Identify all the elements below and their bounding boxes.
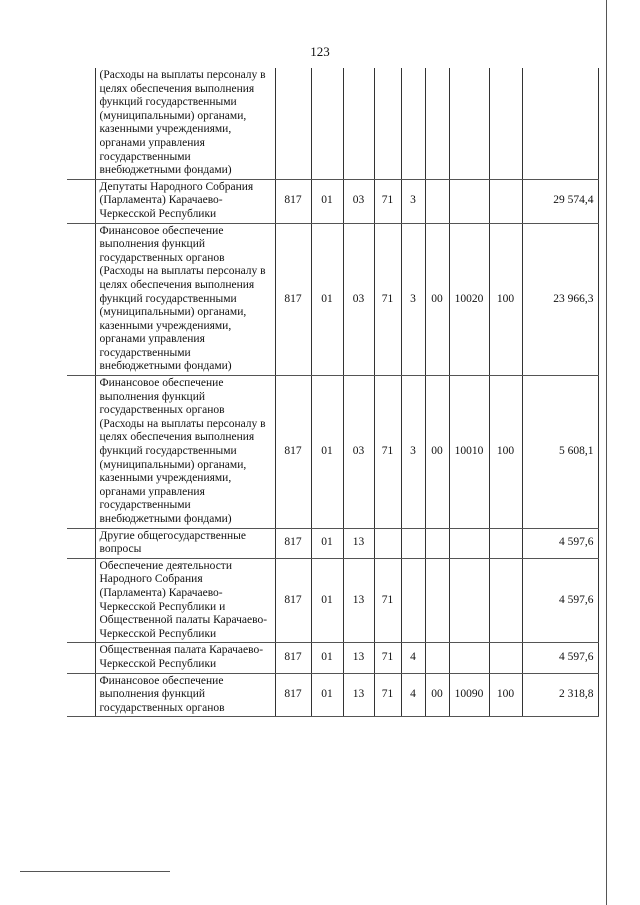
expense-code-cell: 10010	[449, 376, 489, 529]
program-cell: 71	[374, 643, 401, 673]
program-cell: 71	[374, 558, 401, 643]
expense-type-cell	[489, 558, 522, 643]
row-marker-cell	[67, 558, 95, 643]
expense-type-cell	[489, 528, 522, 558]
amount-cell: 2 318,8	[522, 673, 598, 717]
subprogram-cell: 4	[401, 643, 425, 673]
amount-cell	[522, 68, 598, 179]
ministry-cell: 817	[275, 558, 311, 643]
expense-type-cell: 100	[489, 223, 522, 376]
table-row	[67, 223, 598, 376]
expense-type-cell: 100	[489, 376, 522, 529]
direction-cell	[425, 68, 449, 179]
section-cell: 01	[311, 528, 343, 558]
expense-type-cell	[489, 68, 522, 179]
row-marker-cell	[67, 643, 95, 673]
section-cell: 01	[311, 673, 343, 717]
table-row	[67, 179, 598, 223]
item-name-cell: (Расходы на выплаты персоналу в целях обеспечения выполнения функций государственными (муниципальными) органами, казенными учреждениями, органами управления государственными внебюджетными фондами)	[95, 68, 275, 179]
subprogram-cell	[401, 558, 425, 643]
ministry-cell: 817	[275, 179, 311, 223]
table-body	[67, 68, 598, 717]
program-cell	[374, 528, 401, 558]
ministry-cell	[275, 68, 311, 179]
section-cell: 01	[311, 376, 343, 529]
ministry-cell: 817	[275, 376, 311, 529]
amount-cell: 4 597,6	[522, 528, 598, 558]
expense-code-cell	[449, 528, 489, 558]
page-number: 123	[310, 44, 330, 59]
expense-code-cell: 10090	[449, 673, 489, 717]
subsection-cell: 03	[343, 376, 374, 529]
expense-type-cell	[489, 179, 522, 223]
subprogram-cell	[401, 528, 425, 558]
row-marker-cell	[67, 68, 95, 179]
ministry-cell: 817	[275, 643, 311, 673]
direction-cell: 00	[425, 673, 449, 717]
item-name-cell: Обеспечение деятельности Народного Собрания (Парламента) Карачаево-Черкесской Республики и Общественной палаты Карачаево-Черкесской Республики	[95, 558, 275, 643]
program-cell	[374, 68, 401, 179]
row-marker-cell	[67, 376, 95, 529]
subprogram-cell: 3	[401, 223, 425, 376]
expense-code-cell: 10020	[449, 223, 489, 376]
subsection-cell: 13	[343, 673, 374, 717]
row-marker-cell	[67, 223, 95, 376]
expense-code-cell	[449, 558, 489, 643]
item-name-cell: Финансовое обеспечение выполнения функций государственных органов (Расходы на выплаты персоналу в целях обеспечения выполнения функций государственными (муниципальными) органами, казенными учреждениями, органами управления государственными внебюджетными фондами)	[95, 376, 275, 529]
row-marker-cell	[67, 673, 95, 717]
item-name-cell: Общественная палата Карачаево-Черкесской Республики	[95, 643, 275, 673]
expense-code-cell	[449, 643, 489, 673]
table-row	[67, 528, 598, 558]
amount-cell: 5 608,1	[522, 376, 598, 529]
direction-cell	[425, 179, 449, 223]
subsection-cell	[343, 68, 374, 179]
program-cell: 71	[374, 376, 401, 529]
amount-cell: 4 597,6	[522, 643, 598, 673]
subsection-cell: 13	[343, 528, 374, 558]
section-cell	[311, 68, 343, 179]
subprogram-cell	[401, 68, 425, 179]
direction-cell	[425, 558, 449, 643]
program-cell: 71	[374, 673, 401, 717]
subprogram-cell: 3	[401, 376, 425, 529]
ministry-cell: 817	[275, 528, 311, 558]
item-name-cell: Депутаты Народного Собрания (Парламента) Карачаево-Черкесской Республики	[95, 179, 275, 223]
table-row	[67, 376, 598, 529]
direction-cell	[425, 528, 449, 558]
table-row	[67, 558, 598, 643]
item-name-cell: Финансовое обеспечение выполнения функций государственных органов	[95, 673, 275, 717]
expense-type-cell	[489, 643, 522, 673]
direction-cell	[425, 643, 449, 673]
table-row	[67, 673, 598, 717]
subsection-cell: 03	[343, 223, 374, 376]
subsection-cell: 13	[343, 558, 374, 643]
section-cell: 01	[311, 558, 343, 643]
table-row	[67, 643, 598, 673]
program-cell: 71	[374, 223, 401, 376]
section-cell: 01	[311, 643, 343, 673]
page-edge-line	[606, 0, 607, 905]
subsection-cell: 13	[343, 643, 374, 673]
direction-cell: 00	[425, 376, 449, 529]
direction-cell: 00	[425, 223, 449, 376]
ministry-cell: 817	[275, 223, 311, 376]
budget-table	[67, 68, 599, 717]
expense-code-cell	[449, 68, 489, 179]
expense-type-cell: 100	[489, 673, 522, 717]
ministry-cell: 817	[275, 673, 311, 717]
row-marker-cell	[67, 528, 95, 558]
subsection-cell: 03	[343, 179, 374, 223]
item-name-cell: Финансовое обеспечение выполнения функций государственных органов (Расходы на выплаты персоналу в целях обеспечения выполнения функций государственными (муниципальными) органами, казенными учреждениями, органами управления государственными внебюджетными фондами)	[95, 223, 275, 376]
subprogram-cell: 3	[401, 179, 425, 223]
table-row	[67, 68, 598, 179]
section-cell: 01	[311, 223, 343, 376]
program-cell: 71	[374, 179, 401, 223]
section-cell: 01	[311, 179, 343, 223]
footnote-rule	[20, 871, 170, 872]
expense-code-cell	[449, 179, 489, 223]
row-marker-cell	[67, 179, 95, 223]
amount-cell: 23 966,3	[522, 223, 598, 376]
amount-cell: 4 597,6	[522, 558, 598, 643]
amount-cell: 29 574,4	[522, 179, 598, 223]
subprogram-cell: 4	[401, 673, 425, 717]
item-name-cell: Другие общегосударственные вопросы	[95, 528, 275, 558]
